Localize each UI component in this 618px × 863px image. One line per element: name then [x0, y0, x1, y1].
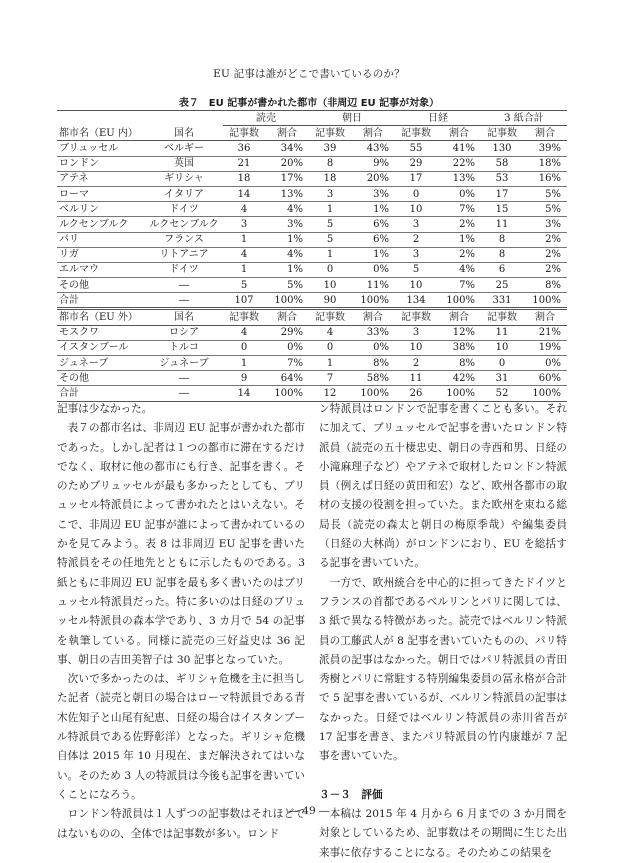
pct-cell: 8%: [351, 356, 395, 371]
non-eu-header: [57, 309, 567, 325]
pct-cell: 3%: [351, 186, 395, 201]
pct-cell: 38%: [437, 340, 481, 355]
count-cell: 1: [309, 202, 351, 217]
count-cell: 5: [309, 217, 351, 232]
count-cell: 10: [395, 278, 437, 293]
pct-header: 割合: [523, 126, 567, 141]
pct-cell: 34%: [265, 141, 309, 156]
country-cell: ドイツ: [145, 202, 223, 217]
pct-cell: 2%: [523, 232, 567, 247]
country-cell: イタリア: [145, 186, 223, 201]
count-cell: 11: [481, 217, 523, 232]
pct-cell: 42%: [437, 371, 481, 386]
count-cell: 11: [395, 371, 437, 386]
count-cell: 15: [481, 202, 523, 217]
table-caption: 表７ EU 記事が書かれた都市（非周辺 EU 記事が対象）: [178, 98, 440, 109]
pct-cell: 2%: [437, 247, 481, 262]
count-cell: 17: [395, 171, 437, 186]
country-cell: フランス: [145, 232, 223, 247]
pct-cell: 41%: [437, 141, 481, 156]
table-row: [57, 247, 567, 262]
count-cell: 2: [395, 232, 437, 247]
pct-cell: 22%: [437, 156, 481, 171]
newspaper-header: 日経: [395, 111, 481, 126]
country-cell: ―: [145, 371, 223, 386]
country-cell: ドイツ: [145, 262, 223, 277]
pct-cell: 13%: [437, 171, 481, 186]
count-cell: 1: [309, 247, 351, 262]
count-cell: 14: [223, 186, 265, 201]
count-cell: 5: [395, 262, 437, 277]
count-cell: 90: [309, 293, 351, 309]
count-cell: 7: [309, 371, 351, 386]
count-cell: 0: [309, 262, 351, 277]
table-row: [57, 371, 567, 386]
eu-section: [57, 141, 567, 309]
pct-cell: 58%: [351, 371, 395, 386]
count-cell: 3: [395, 325, 437, 340]
pct-cell: 60%: [523, 371, 567, 386]
pct-cell: 4%: [437, 262, 481, 277]
pct-cell: 16%: [523, 171, 567, 186]
count-cell: 11: [481, 325, 523, 340]
table-row: [57, 232, 567, 247]
pct-cell: 2%: [523, 262, 567, 277]
count-cell: 4: [223, 247, 265, 262]
pct-cell: 100%: [265, 293, 309, 309]
count-cell: 10: [395, 340, 437, 355]
count-cell: 21: [223, 156, 265, 171]
count-cell: 14: [223, 386, 265, 401]
pct-cell: 13%: [265, 186, 309, 201]
paragraph: 表７の都市名は、非周辺 EU 記事が書かれた都市であった。しかし記者は１つの都市に滞在するだけでなく、取材に他の都市にも行き、記事を書く。そのためブリュッセルが最も多かったとしても、ブリュッセル特派員によって書かれたとはいえない。そこで、非周辺 EU 記事が誰によって書かれているのかを見てみよう。表 8 は非周辺 EU 記事を書いた特派員をその任地先とともに示したものである。3 紙ともに非周辺 EU 記事を最も多く書いたのはブリュッセル特派員だった。特に多いのは日経のブリュッセル特派員の森本学であり、3 カ月で 54 の記事を執筆している。同様に読売の三好益史は 36 記事、朝日の吉田美智子は 30 記事となっていた。: [57, 422, 305, 666]
section-heading: ３－３ 評価: [319, 788, 383, 801]
newspaper-header: 3 紙合計: [481, 111, 567, 126]
count-cell: 1: [223, 262, 265, 277]
pct-cell: 33%: [351, 325, 395, 340]
pct-cell: 100%: [523, 293, 567, 309]
pct-cell: 5%: [523, 202, 567, 217]
city-cell: ブリュッセル: [57, 141, 145, 156]
count-cell: 3: [395, 247, 437, 262]
table-row: [57, 141, 567, 156]
table-row: [57, 325, 567, 340]
count-cell: 8: [309, 156, 351, 171]
pct-cell: 0%: [351, 340, 395, 355]
newspaper-header: 読売: [223, 111, 309, 126]
country-cell: ―: [145, 293, 223, 309]
country-cell: ロシア: [145, 325, 223, 340]
left-column: [57, 400, 305, 844]
running-head: EU 記事は誰がどこで書いているのか？: [213, 68, 405, 80]
count-cell: 10: [309, 278, 351, 293]
paragraph: 記事は少なかった。: [57, 403, 153, 415]
city-article-table: [57, 110, 567, 402]
count-cell: 8: [481, 232, 523, 247]
count-cell: 1: [223, 232, 265, 247]
count-header: 記事数: [309, 309, 351, 325]
count-cell: 0: [309, 340, 351, 355]
count-header: 記事数: [481, 126, 523, 141]
table-row: [57, 171, 567, 186]
count-cell: 1: [309, 356, 351, 371]
count-cell: 6: [481, 262, 523, 277]
pct-cell: 8%: [523, 278, 567, 293]
country-cell: ギリシャ: [145, 171, 223, 186]
right-column: [319, 400, 567, 863]
country-cell: リトアニア: [145, 247, 223, 262]
pct-cell: 7%: [437, 202, 481, 217]
city-cell: ロンドン: [57, 156, 145, 171]
count-cell: 134: [395, 293, 437, 309]
pct-cell: 6%: [351, 217, 395, 232]
country-cell: ジュネーブ: [145, 356, 223, 371]
pct-cell: 1%: [265, 232, 309, 247]
paragraph: 本稿は 2015 年 4 月から 6 月までの 3 か月間を対象としているため、記事数はその期間に生じた出来事に依存することになる。そのためこの結果を: [319, 807, 567, 859]
count-cell: 0: [223, 340, 265, 355]
pct-cell: 0%: [523, 356, 567, 371]
pct-header: 割合: [437, 126, 481, 141]
count-cell: 17: [481, 186, 523, 201]
pct-cell: 11%: [351, 278, 395, 293]
column-header-row: [57, 309, 567, 325]
pct-cell: 4%: [265, 202, 309, 217]
city-cell: ベルリン: [57, 202, 145, 217]
count-cell: 9: [223, 371, 265, 386]
pct-cell: 2%: [523, 247, 567, 262]
country-cell: トルコ: [145, 340, 223, 355]
paragraph: ロンドン特派員は１人ずつの記事数はそれほどではないものの、全体では記事数が多い。ロンド: [57, 808, 305, 840]
city-header: 都市名（EU 内）: [57, 126, 145, 141]
city-header: 都市名（EU 外）: [57, 309, 145, 325]
pct-cell: 100%: [351, 293, 395, 309]
pct-header: 割合: [351, 126, 395, 141]
paragraph: 一方で、欧州統合を中心的に担ってきたドイツとフランスの首都であるベルリンとパリに関しては、3 紙で異なる特徴があった。読売ではベルリン特派員の工藤武人が 8 記事を書いていたものの、パリ特派員の記事はなかった。朝日ではパリ特派員の青田秀樹とパリに常駐する特別編集委員の冨永格が合計で 5 記事を書いているが、ベルリン特派員の記事はなかった。日経ではベルリン特派員の赤川省吾が 17 記事を書き、またパリ特派員の竹内康雄が 7 記事を書いていた。: [319, 576, 567, 763]
count-cell: 39: [309, 141, 351, 156]
pct-cell: 100%: [437, 386, 481, 401]
city-cell: アテネ: [57, 171, 145, 186]
total-row: [57, 293, 567, 309]
count-cell: 53: [481, 171, 523, 186]
table-row: [57, 186, 567, 201]
pct-cell: 2%: [437, 217, 481, 232]
count-cell: 52: [481, 386, 523, 401]
pct-header: 割合: [265, 126, 309, 141]
paragraph: ン特派員はロンドンで記事を書くことも多い。それに加えて、ブリュッセルで記事を書いたロンドン特派員（読売の五十棲忠史、朝日の寺西和男、日経の小滝麻理子など）やアテネで取材したロンドン特派員（例えば日経の黄田和宏）など、欧州各都市の取材の支援の役割を担っていた。また欧州を束ねる総局長（読売の森太と朝日の梅原季哉）や編集委員（日経の大林尚）がロンドンにおり、EU を総括する記事を書いていた。: [319, 403, 567, 570]
newspaper-header: 朝日: [309, 111, 395, 126]
city-cell: その他: [57, 278, 145, 293]
pct-header: 割合: [351, 309, 395, 325]
count-cell: 0: [481, 356, 523, 371]
count-cell: 10: [395, 202, 437, 217]
count-header: 記事数: [309, 126, 351, 141]
table-row: [57, 278, 567, 293]
pct-cell: 5%: [265, 278, 309, 293]
pct-cell: 3%: [265, 217, 309, 232]
country-cell: ベルギー: [145, 141, 223, 156]
total-row: [57, 386, 567, 401]
city-cell: ルクセンブルク: [57, 217, 145, 232]
count-header: 記事数: [395, 309, 437, 325]
page-number: ― 49 ―: [288, 805, 330, 817]
country-cell: ―: [145, 386, 223, 401]
count-header: 記事数: [223, 126, 265, 141]
pct-cell: 18%: [523, 156, 567, 171]
city-cell: 合計: [57, 293, 145, 309]
pct-cell: 29%: [265, 325, 309, 340]
table-row: [57, 340, 567, 355]
table-row: [57, 217, 567, 232]
country-cell: 英国: [145, 156, 223, 171]
count-header: 記事数: [481, 309, 523, 325]
count-cell: 4: [309, 325, 351, 340]
pct-cell: 1%: [437, 232, 481, 247]
count-cell: 8: [481, 247, 523, 262]
count-cell: 3: [223, 217, 265, 232]
pct-cell: 7%: [437, 278, 481, 293]
pct-cell: 8%: [437, 356, 481, 371]
country-header: 国名: [145, 126, 223, 141]
count-cell: 3: [395, 217, 437, 232]
count-cell: 2: [395, 356, 437, 371]
pct-header: 割合: [265, 309, 309, 325]
pct-header: 割合: [523, 309, 567, 325]
pct-cell: 6%: [351, 232, 395, 247]
city-cell: その他: [57, 371, 145, 386]
count-cell: 18: [309, 171, 351, 186]
count-cell: 5: [223, 278, 265, 293]
city-cell: イスタンブール: [57, 340, 145, 355]
count-cell: 5: [309, 232, 351, 247]
city-cell: リガ: [57, 247, 145, 262]
pct-cell: 39%: [523, 141, 567, 156]
count-cell: 4: [223, 325, 265, 340]
city-cell: ローマ: [57, 186, 145, 201]
count-cell: 1: [223, 356, 265, 371]
count-cell: 10: [481, 340, 523, 355]
city-cell: 合計: [57, 386, 145, 401]
pct-cell: 5%: [523, 186, 567, 201]
table-row: [57, 202, 567, 217]
country-header: 国名: [145, 309, 223, 325]
count-cell: 331: [481, 293, 523, 309]
pct-cell: 0%: [351, 262, 395, 277]
city-cell: エルマウ: [57, 262, 145, 277]
table-row: [57, 356, 567, 371]
pct-cell: 100%: [351, 386, 395, 401]
count-cell: 26: [395, 386, 437, 401]
table-row: [57, 156, 567, 171]
pct-cell: 19%: [523, 340, 567, 355]
pct-cell: 64%: [265, 371, 309, 386]
pct-cell: 7%: [265, 356, 309, 371]
pct-cell: 12%: [437, 325, 481, 340]
count-cell: 0: [395, 186, 437, 201]
pct-cell: 4%: [265, 247, 309, 262]
pct-cell: 100%: [523, 386, 567, 401]
pct-cell: 1%: [265, 262, 309, 277]
city-cell: モスクワ: [57, 325, 145, 340]
pct-cell: 21%: [523, 325, 567, 340]
pct-cell: 100%: [437, 293, 481, 309]
count-cell: 107: [223, 293, 265, 309]
pct-cell: 0%: [437, 186, 481, 201]
count-cell: 36: [223, 141, 265, 156]
count-cell: 29: [395, 156, 437, 171]
count-cell: 12: [309, 386, 351, 401]
pct-cell: 0%: [265, 340, 309, 355]
count-cell: 130: [481, 141, 523, 156]
count-cell: 4: [223, 202, 265, 217]
count-cell: 18: [223, 171, 265, 186]
count-cell: 3: [309, 186, 351, 201]
count-header: 記事数: [395, 126, 437, 141]
pct-cell: 17%: [265, 171, 309, 186]
pct-cell: 20%: [265, 156, 309, 171]
count-cell: 25: [481, 278, 523, 293]
pct-cell: 1%: [351, 202, 395, 217]
non-eu-section: [57, 325, 567, 401]
country-cell: ルクセンブルク: [145, 217, 223, 232]
city-cell: パリ: [57, 232, 145, 247]
pct-cell: 9%: [351, 156, 395, 171]
count-cell: 55: [395, 141, 437, 156]
pct-cell: 100%: [265, 386, 309, 401]
pct-cell: 20%: [351, 171, 395, 186]
count-header: 記事数: [223, 309, 265, 325]
city-cell: ジュネーブ: [57, 356, 145, 371]
newspaper-header-row: [57, 111, 567, 126]
country-cell: ―: [145, 278, 223, 293]
column-header-row: [57, 126, 567, 141]
pct-cell: 43%: [351, 141, 395, 156]
pct-cell: 1%: [351, 247, 395, 262]
pct-cell: 3%: [523, 217, 567, 232]
count-cell: 58: [481, 156, 523, 171]
paragraph: 次いで多かったのは、ギリシャ危機を主に担当した記者（読売と朝日の場合はローマ特派員である青木佐知子と山尾有紀恵、日経の場合はイスタンブール特派員である佐野彰洋）となった。ギリシャ危機自体は 2015 年 10 月現在、まだ解決されてはいない。そのため 3 人の特派員は今後も記事を書いていくことになろう。: [57, 673, 305, 801]
table-row: [57, 262, 567, 277]
pct-header: 割合: [437, 309, 481, 325]
count-cell: 31: [481, 371, 523, 386]
